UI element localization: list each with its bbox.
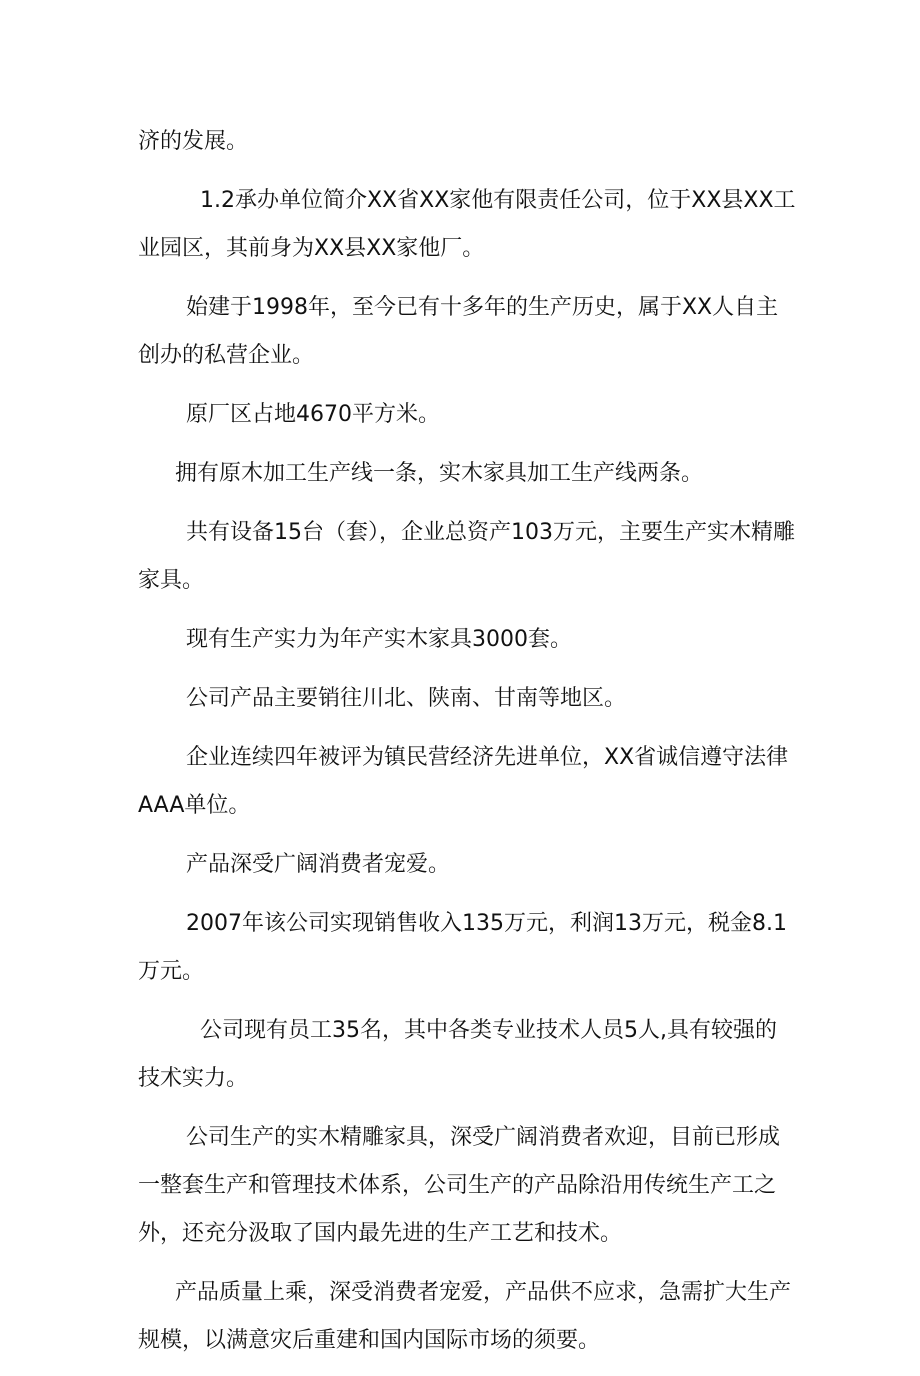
paragraph: 公司生产的实木精雕家具，深受广阔消费者欢迎，目前已形成一整套生产和管理技术体系，公司生产的产品除沿用传统生产工之外，还充分汲取了国内最先进的生产工艺和技术。	[138, 1125, 781, 1246]
paragraph: 共有设备15台（套），企业总资产103万元，主要生产实木精雕家具。	[138, 520, 795, 593]
paragraph: 产品深受广阔消费者宠爱。	[186, 852, 451, 877]
paragraph: 2007年该公司实现销售收入135万元，利润13万元，税金8.1万元。	[138, 911, 787, 984]
document-body	[138, 118, 798, 1376]
paragraph: 产品质量上乘，深受消费者宠爱，产品供不应求，急需扩大生产规模，以满意灾后重建和国内国际市场的须要。	[138, 1280, 792, 1353]
paragraph: 始建于1998年，至今已有十多年的生产历史，属于XX人自主创办的私营企业。	[138, 295, 779, 368]
paragraph: 1.2承办单位简介XX省XX家他有限责任公司，位于XX县XX工业园区，其前身为XX县XX家他厂。	[138, 188, 796, 261]
paragraph: 原厂区占地4670平方米。	[186, 402, 440, 427]
paragraph: 公司现有员工35名，其中各类专业技术人员5人,具有较强的技术实力。	[138, 1018, 777, 1091]
paragraph: 济的发展。	[138, 129, 249, 154]
paragraph: 现有生产实力为年产实木家具3000套。	[186, 627, 572, 652]
paragraph: 公司产品主要销往川北、陕南、甘南等地区。	[186, 686, 627, 711]
paragraph: 企业连续四年被评为镇民营经济先进单位，XX省诚信遵守法律AAA单位。	[138, 745, 789, 818]
paragraph: 拥有原木加工生产线一条，实木家具加工生产线两条。	[175, 461, 704, 486]
